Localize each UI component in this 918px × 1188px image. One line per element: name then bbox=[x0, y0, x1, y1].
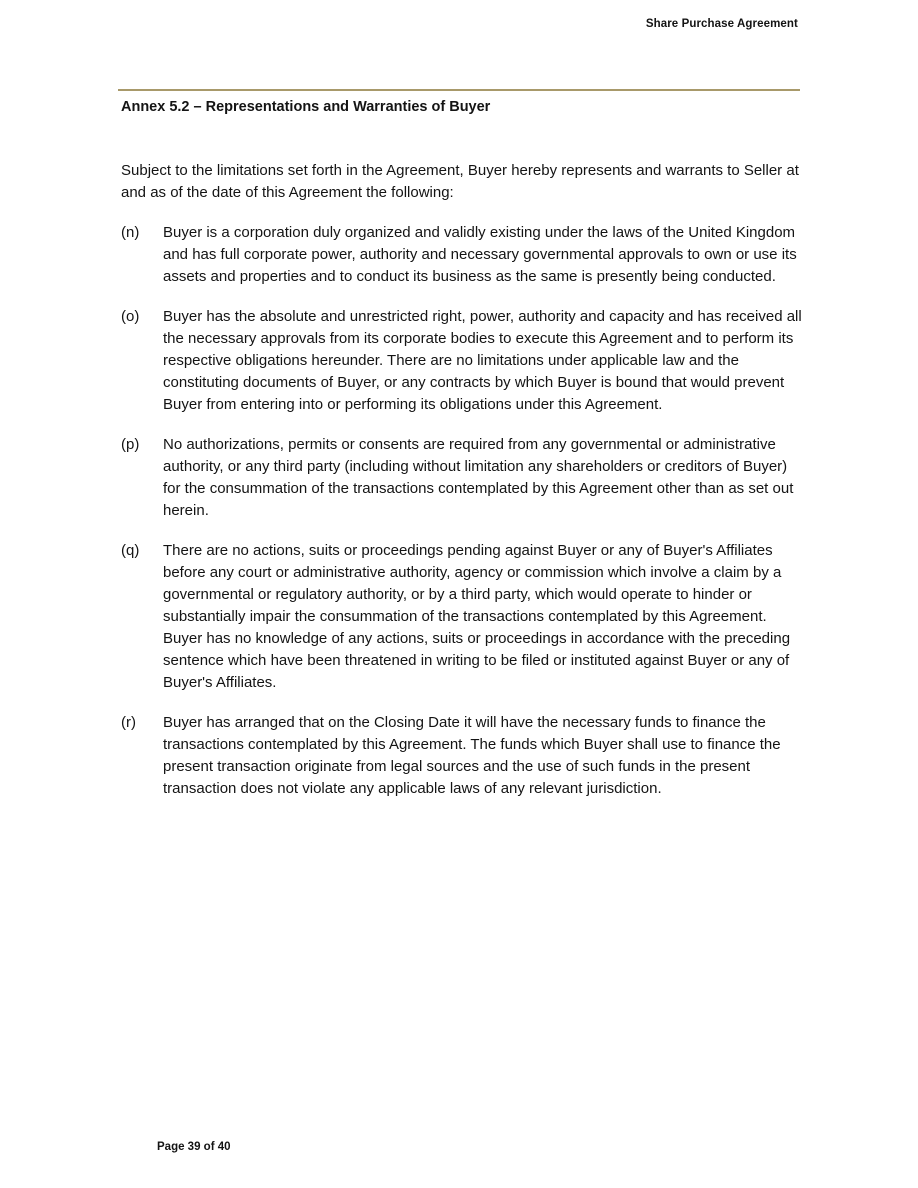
clause-text: Buyer is a corporation duly organized and validly existing under the laws of the United Kingdom and has full corporate power, authority and necessary governmental approvals to own or use its assets and properties and to conduct its business as the same is presently being conducted. bbox=[163, 224, 797, 285]
clause-o bbox=[121, 306, 803, 416]
clause-letter: (n) bbox=[121, 224, 140, 241]
clause-text: No authorizations, permits or consents are required from any governmental or administrative authority, or any third party (including without limitation any shareholders or creditors of Buyer) for the consummation of the transactions contemplated by this Agreement other than as set out herein. bbox=[163, 436, 794, 519]
clause-letter: (p) bbox=[121, 436, 140, 453]
document-header-title: Share Purchase Agreement bbox=[645, 18, 798, 30]
annex-title: Annex 5.2 – Representations and Warranties of Buyer bbox=[121, 99, 491, 115]
clause-r bbox=[121, 712, 803, 800]
clause-letter: (o) bbox=[121, 308, 140, 325]
clause-p bbox=[121, 434, 803, 522]
page-number: Page 39 of 40 bbox=[157, 1141, 231, 1153]
document-body bbox=[121, 160, 803, 818]
clause-text: Buyer has the absolute and unrestricted right, power, authority and capacity and has received all the necessary approvals from its corporate bodies to execute this Agreement and to perform its respective obligations hereunder. There are no limitations under applicable law and the constituting documents of Buyer, or any contracts by which Buyer is bound that would prevent Buyer from entering into or performing its obligations under this Agreement. bbox=[163, 308, 802, 413]
clause-n bbox=[121, 222, 803, 288]
clause-letter: (q) bbox=[121, 542, 140, 559]
clause-letter: (r) bbox=[121, 714, 136, 731]
intro-paragraph: Subject to the limitations set forth in the Agreement, Buyer hereby represents and warrants to Seller at and as of the date of this Agreement the following: bbox=[121, 162, 799, 201]
header-divider bbox=[118, 89, 800, 91]
clause-q bbox=[121, 540, 803, 694]
clause-text: Buyer has arranged that on the Closing Date it will have the necessary funds to finance the transactions contemplated by this Agreement. The funds which Buyer shall use to finance the present transaction originate from legal sources and the use of such funds in the present transaction does not violate any applicable laws of any relevant jurisdiction. bbox=[163, 714, 781, 797]
clause-text: There are no actions, suits or proceedings pending against Buyer or any of Buyer's Affiliates before any court or administrative authority, agency or commission which involve a claim by a governmental or regulatory authority, or by a third party, which would operate to hinder or substantially impair the consummation of the transactions contemplated by this Agreement. Buyer has no knowledge of any actions, suits or proceedings in accordance with the preceding sentence which have been threatened in writing to be filed or instituted against Buyer or any of Buyer's Affiliates. bbox=[163, 542, 791, 691]
